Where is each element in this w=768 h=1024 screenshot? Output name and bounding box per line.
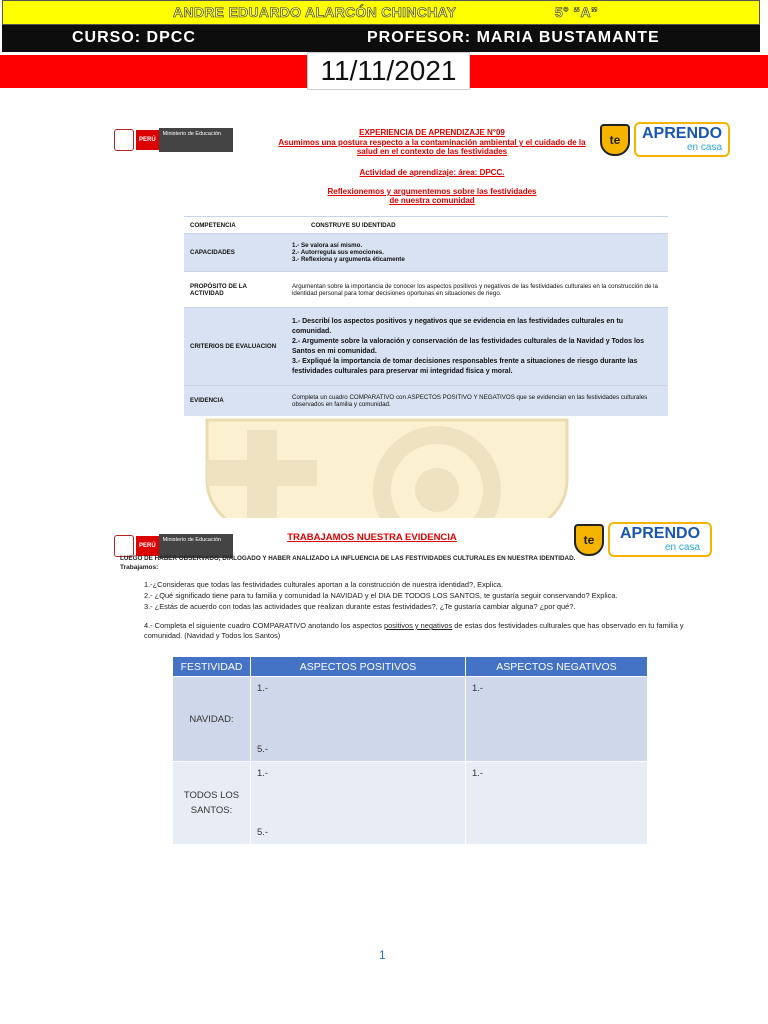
aprendo-box <box>634 122 730 157</box>
aprendo-en-casa-logo <box>574 522 712 557</box>
table-row <box>173 677 648 762</box>
criterio-line: 1.- Describí los aspectos positivos y negativos que se evidencia en las festividades culturales en tu comunidad. <box>292 317 624 335</box>
negativos-cell[interactable] <box>466 677 648 762</box>
en-casa-label: en casa <box>686 142 723 153</box>
ministry-label: Ministerio de Educación <box>159 128 233 152</box>
positivos-cell[interactable] <box>251 677 466 762</box>
item-marker: 1.- <box>257 683 269 694</box>
capacidad-line: 3.- Reflexiona y argumenta éticamente <box>292 256 405 263</box>
question-1: 1.-¿Consideras que todas las festividades culturales aportan a la construcción de nuestra identidad?, Explica. <box>144 580 504 589</box>
student-banner <box>2 0 760 25</box>
red-band-left <box>0 55 307 88</box>
question-4 <box>144 621 684 641</box>
table-row <box>184 234 668 272</box>
evidence-sheet <box>112 518 712 838</box>
reflection-title: Reflexionemos y argumentemos sobre las festividades de nuestra comunidad <box>327 187 537 205</box>
negativos-cell[interactable] <box>466 762 648 845</box>
student-name: ANDRE EDUARDO ALARCÓN CHINCHAY <box>173 4 457 20</box>
date-label: 11/11/2021 <box>307 52 470 90</box>
table-header-row <box>173 657 648 677</box>
question-4-emphasis: positivos y negativos <box>384 621 453 630</box>
en-casa-label: en casa <box>664 542 701 553</box>
festividad-cell: TODOS LOS SANTOS: <box>173 762 251 845</box>
experience-subtitle: Asumimos una postura respecto a la contaminación ambiental y el cuidado de la salud en el contexto de las festividades <box>278 138 586 156</box>
course-banner <box>2 25 760 52</box>
criterios-value <box>286 308 668 386</box>
question-3: 3.- ¿Estás de acuerdo con todas las actividades que realizan durante estas festividades?, ¿Te gustaría cambiar alguna? ¿por qué?. <box>144 602 576 611</box>
activity-label: Actividad de aprendizaje: área: DPCC. <box>359 168 505 177</box>
aprendo-label: APRENDO <box>642 125 723 142</box>
competency-table <box>184 216 668 416</box>
te-badge-icon: te <box>600 124 630 156</box>
comparative-table <box>172 656 648 845</box>
item-marker: 5.- <box>257 827 269 838</box>
capacidad-line: 2.- Autorregula sus emociones. <box>292 249 384 256</box>
aprendo-label: APRENDO <box>620 525 701 542</box>
question-4-end: de estas dos festividades culturales que has observado en tu familia y comunidad. (Navidad y Todos los Santos) <box>144 621 684 640</box>
evidence-title: TRABAJAMOS NUESTRA EVIDENCIA <box>287 532 457 543</box>
teacher-label: PROFESOR: MARIA BUSTAMANTE <box>367 29 660 46</box>
capacidad-line: 1.- Se valora así mismo. <box>292 242 363 249</box>
capacidades-value <box>286 234 668 272</box>
item-marker: 1.- <box>472 768 484 779</box>
competencia-value: CONSTRUYE SU IDENTIDAD <box>286 217 668 234</box>
page-number: 1 <box>379 948 386 962</box>
intro-text: LUEGO DE HABER OBSERVADO, DIALOGADO Y HABER ANALIZADO LA INFLUENCIA DE LAS FESTIVIDADES CULTURALES EN NUESTRA IDENTIDAD. <box>120 555 576 562</box>
grade-label: 5° “A” <box>555 4 599 20</box>
experience-title: EXPERIENCIA DE APRENDIZAJE N°09 <box>359 128 505 137</box>
minedu-logo <box>114 128 233 152</box>
te-badge-icon: te <box>574 524 604 556</box>
header-festividad: FESTIVIDAD <box>173 657 251 677</box>
table-row <box>173 762 648 845</box>
peru-label: PERÚ <box>136 130 159 150</box>
criterios-label: CRITERIOS DE EVALUACION <box>184 308 286 386</box>
table-row <box>184 272 668 308</box>
proposito-label: PROPÓSITO DE LA ACTIVIDAD <box>184 272 286 308</box>
criterio-line: 2.- Argumente sobre la valoración y conservación de las festividades culturales de la Navidad y Todos los Santos en mi comunidad. <box>292 337 645 355</box>
learning-experience-sheet <box>112 114 723 560</box>
criterio-line: 3.- Expliqué la importancia de tomar decisiones responsables frente a situaciones de riesgo durante las festividades culturales para preservar mi integridad física y moral. <box>292 357 638 375</box>
question-2: 2.- ¿Qué significado tiene para tu familia y comunidad la NAVIDAD y el DIA DE TODOS LOS SANTOS, te gustaría seguir conservando? Explica. <box>144 591 618 600</box>
evidencia-value: Completa un cuadro COMPARATIVO con ASPECTOS POSITIVO Y NEGATIVOS que se evidencian en las festividades culturales observados en familia y comunidad. <box>286 386 668 416</box>
proposito-value: Argumentan sobre la importancia de conocer los aspectos positivos y negativos de las festividades culturales en la construcción de la identidad personal para tomar decisiones oportunas en situaciones de riego. <box>286 272 668 308</box>
aprendo-en-casa-logo <box>600 122 730 157</box>
course-label: CURSO: DPCC <box>72 29 196 46</box>
item-marker: 1.- <box>472 683 484 694</box>
positivos-cell[interactable] <box>251 762 466 845</box>
header-negativos: ASPECTOS NEGATIVOS <box>466 657 648 677</box>
festividad-cell: NAVIDAD: <box>173 677 251 762</box>
item-marker: 5.- <box>257 744 269 755</box>
capacidades-label: CAPACIDADES <box>184 234 286 272</box>
header-positivos: ASPECTOS POSITIVOS <box>251 657 466 677</box>
competencia-label: COMPETENCIA <box>184 217 286 234</box>
table-row <box>184 308 668 386</box>
trabajamos-label: Trabajamos: <box>120 564 159 571</box>
aprendo-box <box>608 522 712 557</box>
question-4-start: 4.- Completa el siguiente cuadro COMPARATIVO anotando los aspectos <box>144 621 385 630</box>
ministry-label: Ministerio de Educación <box>159 534 233 558</box>
item-marker: 1.- <box>257 768 269 779</box>
peru-label: PERÚ <box>136 536 159 556</box>
table-row <box>184 217 668 234</box>
evidencia-label: EVIDENCIA <box>184 386 286 416</box>
peru-shield-icon <box>114 129 134 151</box>
red-band-right <box>470 55 768 88</box>
table-row <box>184 386 668 416</box>
